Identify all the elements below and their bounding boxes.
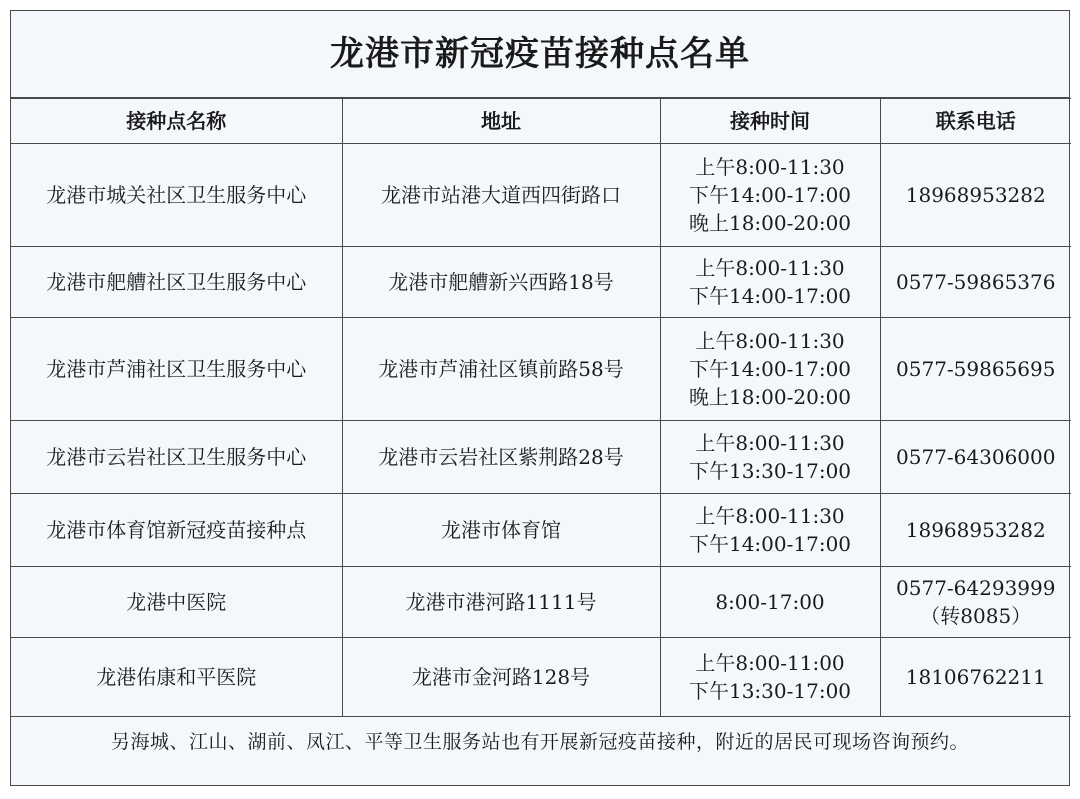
table-row [11,494,1071,567]
site-times [660,638,880,717]
phone-number: 18968953282 [905,518,1046,542]
sites-table [11,98,1071,717]
site-name: 龙港佑康和平医院 [11,638,342,717]
table-row [11,638,1071,717]
site-times [660,494,880,567]
site-phone [880,247,1071,318]
time-slot: 晚上18:00-20:00 [688,211,852,235]
site-phone [880,567,1071,638]
footer-note: 另海城、江山、湖前、凤江、平等卫生服务站也有开展新冠疫苗接种，附近的居民可现场咨询预约。 [110,731,969,753]
column-header-address: 地址 [342,99,660,144]
time-slot: 晚上18:00-20:00 [688,385,852,409]
site-address: 龙港市港河路1111号 [342,567,660,638]
site-phone [880,144,1071,247]
site-address: 龙港市芦浦社区镇前路58号 [342,318,660,421]
page-title: 龙港市新冠疫苗接种点名单 [11,11,1069,98]
site-name: 龙港市城关社区卫生服务中心 [11,144,342,247]
time-slot: 上午8:00-11:30 [695,329,845,353]
time-slot: 下午13:30-17:00 [688,679,852,703]
time-slot: 上午8:00-11:30 [695,256,845,280]
site-times [660,318,880,421]
table-row [11,567,1071,638]
site-address: 龙港市舥艚新兴西路18号 [342,247,660,318]
phone-extension: （转8085） [920,604,1032,628]
site-times [660,567,880,638]
site-name: 龙港市云岩社区卫生服务中心 [11,421,342,494]
site-name: 龙港市芦浦社区卫生服务中心 [11,318,342,421]
time-slot: 上午8:00-11:00 [695,651,845,675]
site-phone [880,638,1071,717]
site-phone [880,421,1071,494]
table-row [11,421,1071,494]
phone-number: 0577-59865695 [896,357,1056,381]
time-slot: 下午14:00-17:00 [688,183,852,207]
time-slot: 下午14:00-17:00 [688,284,852,308]
time-slot: 下午13:30-17:00 [688,459,852,483]
column-header-phone: 联系电话 [880,99,1071,144]
time-slot: 上午8:00-11:30 [695,155,845,179]
site-name: 龙港中医院 [11,567,342,638]
time-slot: 下午14:00-17:00 [688,357,852,381]
table-row [11,318,1071,421]
phone-number: 0577-64306000 [896,445,1056,469]
vaccination-sites-sheet [10,10,1070,786]
phone-number: 18968953282 [905,183,1046,207]
column-header-name: 接种点名称 [11,99,342,144]
table-row [11,247,1071,318]
table-row [11,144,1071,247]
site-address: 龙港市站港大道西四街路口 [342,144,660,247]
site-name: 龙港市体育馆新冠疫苗接种点 [11,494,342,567]
site-phone [880,494,1071,567]
time-slot: 下午14:00-17:00 [688,532,852,556]
table-header-row [11,99,1071,144]
site-address: 龙港市云岩社区紫荆路28号 [342,421,660,494]
time-slot: 上午8:00-11:30 [695,504,845,528]
phone-number: 0577-59865376 [896,270,1056,294]
site-address: 龙港市金河路128号 [342,638,660,717]
site-name: 龙港市舥艚社区卫生服务中心 [11,247,342,318]
site-times [660,247,880,318]
phone-number: 0577-64293999 [896,576,1056,600]
phone-number: 18106762211 [905,665,1046,689]
site-times [660,144,880,247]
site-times [660,421,880,494]
time-slot: 8:00-17:00 [715,590,825,614]
site-address: 龙港市体育馆 [342,494,660,567]
column-header-time: 接种时间 [660,99,880,144]
time-slot: 上午8:00-11:30 [695,431,845,455]
site-phone [880,318,1071,421]
